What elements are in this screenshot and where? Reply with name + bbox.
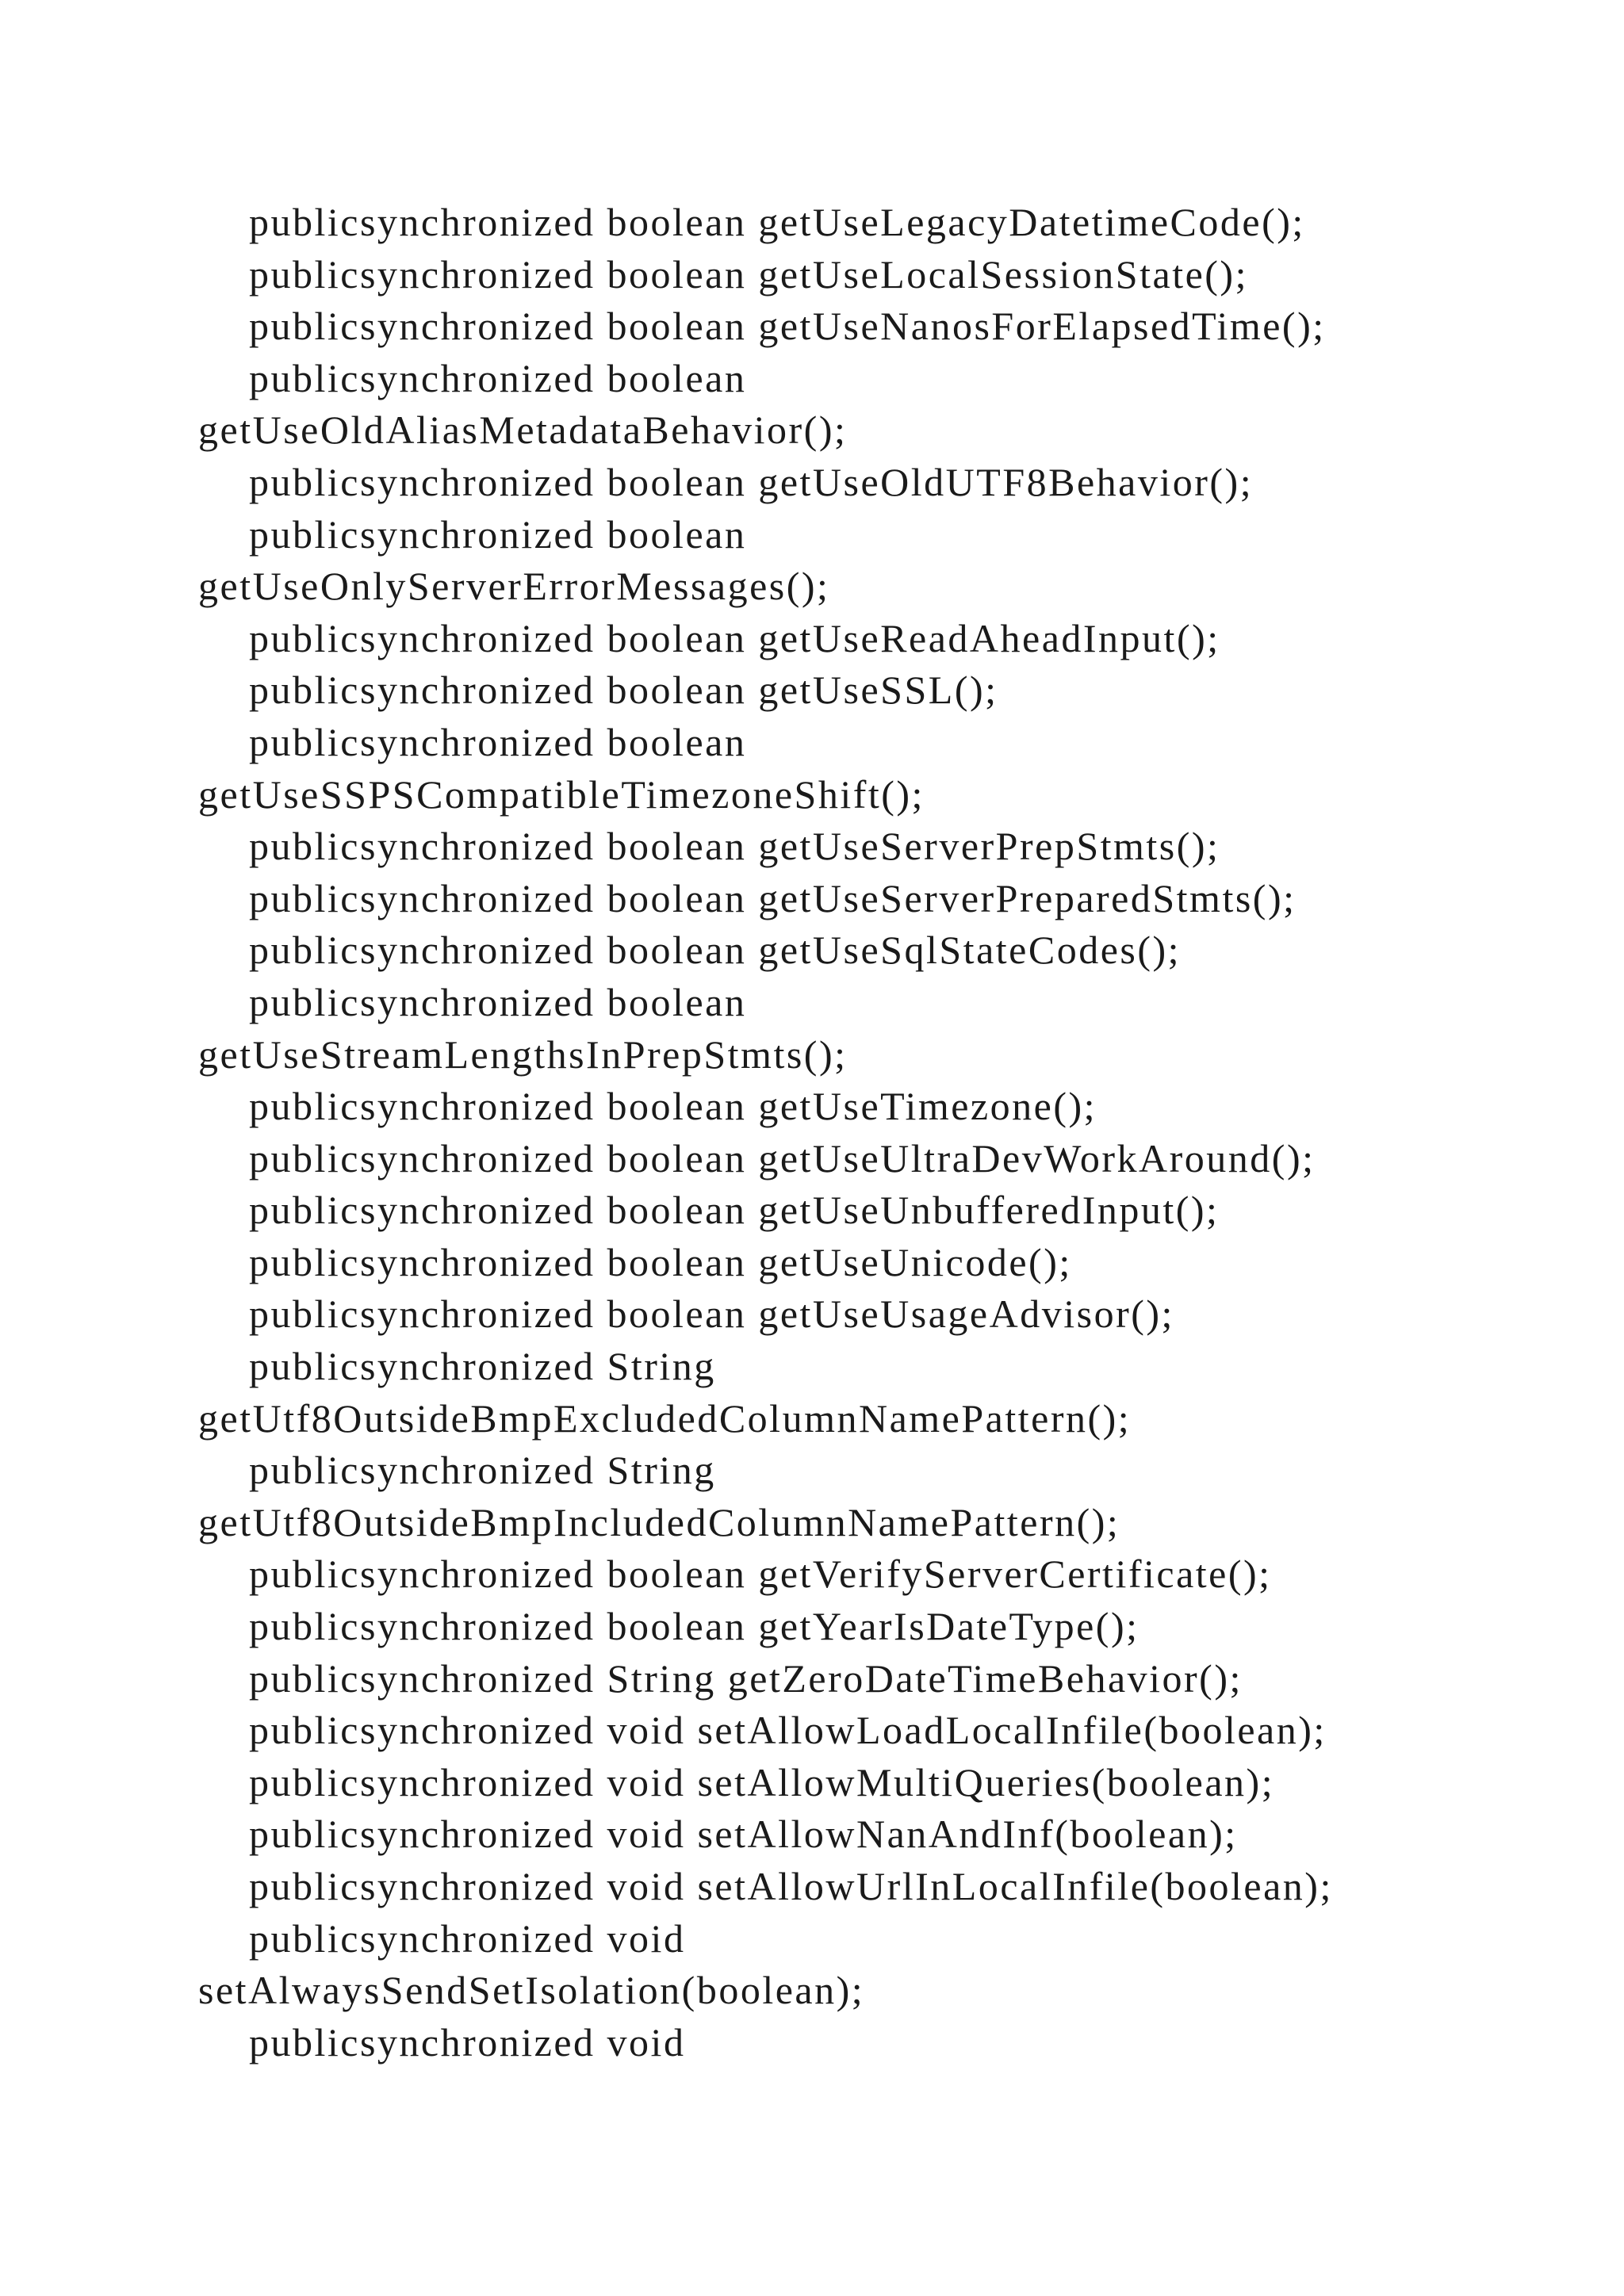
- code-line: publicsynchronized String getZeroDateTimeBehavior();: [249, 1655, 1243, 1701]
- code-line: publicsynchronized boolean: [249, 355, 747, 400]
- code-line: publicsynchronized void setAllowMultiQueries(boolean);: [249, 1759, 1275, 1804]
- code-line: getUseSSPSCompatibleTimezoneShift();: [198, 771, 925, 817]
- code-line: publicsynchronized boolean getUseServerPreparedStmts();: [249, 875, 1297, 920]
- code-line: setAlwaysSendSetIsolation(boolean);: [198, 1968, 865, 2013]
- code-listing: [198, 197, 1515, 2068]
- code-line: publicsynchronized boolean getUseUnicode();: [249, 1239, 1072, 1284]
- code-line: publicsynchronized boolean getUseUsageAdvisor();: [249, 1292, 1174, 1337]
- code-line: getUtf8OutsideBmpExcludedColumnNamePattern();: [198, 1395, 1132, 1441]
- code-line: publicsynchronized boolean getUseUltraDevWorkAround();: [249, 1135, 1316, 1181]
- code-line: publicsynchronized boolean getUseNanosForElapsedTime();: [249, 304, 1326, 349]
- code-line: publicsynchronized boolean getUseLegacyDatetimeCode();: [249, 200, 1305, 244]
- code-line: publicsynchronized void: [249, 2019, 686, 2064]
- code-line: publicsynchronized void setAllowLoadLocalInfile(boolean);: [249, 1708, 1327, 1753]
- code-line: publicsynchronized String: [249, 1344, 716, 1389]
- code-line: publicsynchronized boolean: [249, 979, 747, 1024]
- code-line: getUseOnlyServerErrorMessages();: [198, 564, 830, 609]
- code-line: publicsynchronized boolean getUseSSL();: [249, 668, 998, 713]
- code-line: publicsynchronized String: [249, 1448, 716, 1493]
- code-line: publicsynchronized boolean getUseOldUTF8Behavior();: [249, 459, 1254, 504]
- code-line: publicsynchronized void: [249, 1915, 686, 1961]
- code-line: publicsynchronized boolean getUseUnbufferedInput();: [249, 1188, 1220, 1233]
- code-line: publicsynchronized boolean getUseSqlStateCodes();: [249, 928, 1182, 973]
- code-line: publicsynchronized boolean: [249, 719, 747, 764]
- code-line: publicsynchronized boolean: [249, 511, 747, 557]
- code-line: publicsynchronized boolean getUseLocalSessionState();: [249, 251, 1248, 297]
- code-line: publicsynchronized void setAllowUrlInLocalInfile(boolean);: [249, 1864, 1333, 1908]
- code-line: getUseOldAliasMetadataBehavior();: [198, 408, 848, 453]
- code-line: getUseStreamLengthsInPrepStmts();: [198, 1031, 848, 1077]
- code-line: publicsynchronized boolean getUseReadAheadInput();: [249, 615, 1220, 660]
- code-line: getUtf8OutsideBmpIncludedColumnNamePattern();: [198, 1499, 1120, 1544]
- code-line: publicsynchronized void setAllowNanAndInf(boolean);: [249, 1812, 1238, 1857]
- code-line: publicsynchronized boolean getUseTimezone();: [249, 1084, 1097, 1129]
- code-line: publicsynchronized boolean getVerifyServerCertificate();: [249, 1552, 1272, 1597]
- code-line: publicsynchronized boolean getYearIsDateType();: [249, 1604, 1139, 1649]
- code-line: publicsynchronized boolean getUseServerPrepStmts();: [249, 824, 1220, 869]
